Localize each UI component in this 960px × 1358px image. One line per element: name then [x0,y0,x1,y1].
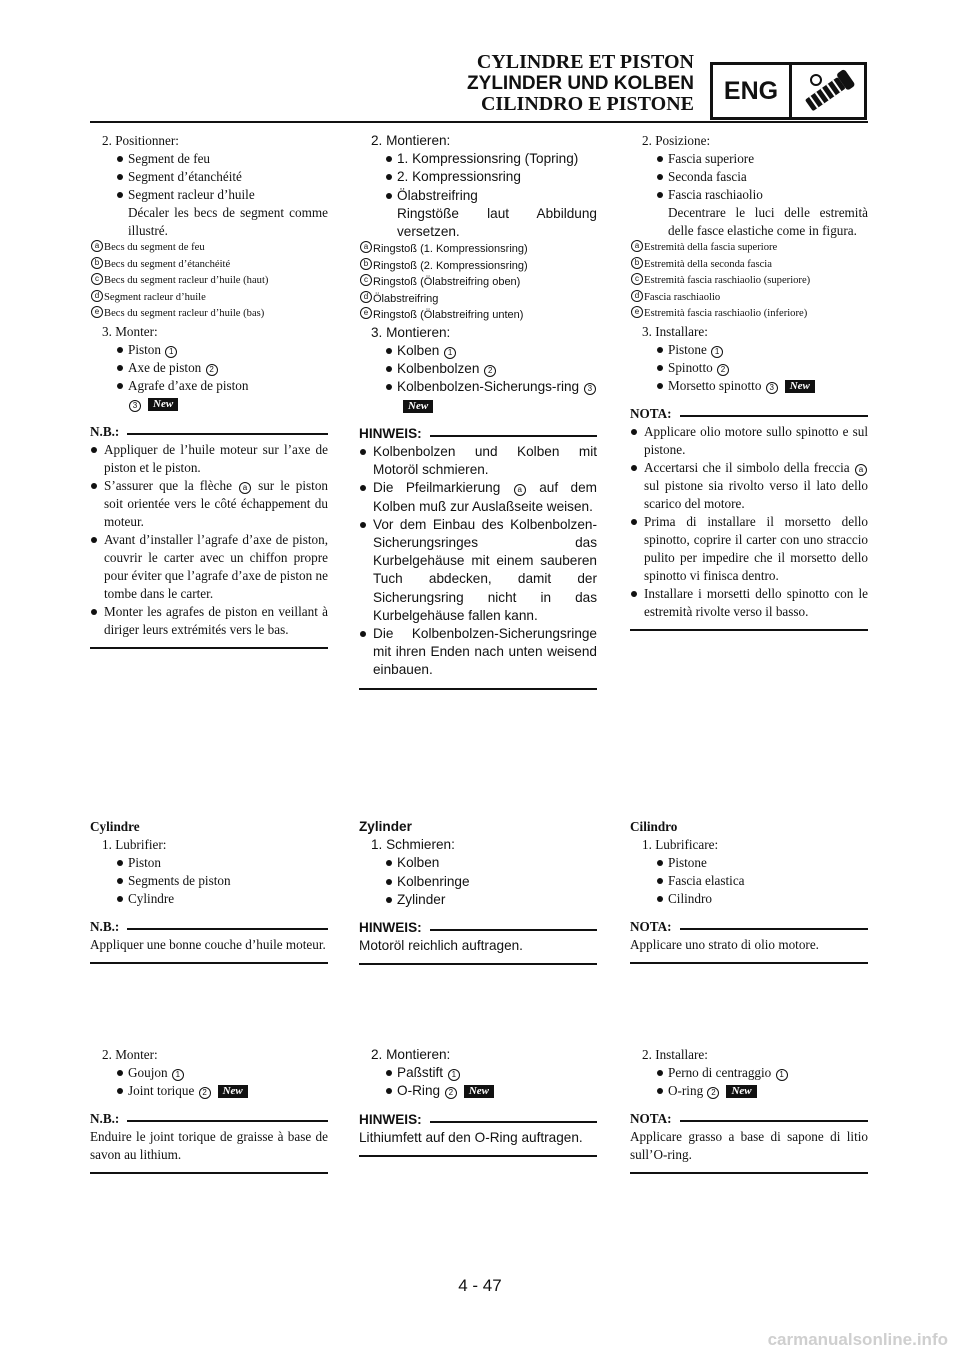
list-item: Kolbenbolzen-Sicherungs-ring 3New [359,378,597,414]
de-install-block [359,1046,597,1157]
eng-badge [710,62,867,120]
fr-step-2-text: Décaler les becs de segment comme illustré. [128,205,328,238]
note-end-rule [630,1172,868,1174]
it-cyl-step-1: 1. Lubrificare: [642,837,719,852]
list-item: Kolbenringe [359,873,597,891]
legend-item: b Estremità della seconda fascia [630,257,868,274]
de-cyl-step-1: 1. Schmieren: [371,837,455,853]
fr-step-2: 2. Positionner: [102,133,179,148]
note-item: Avant d’installer l’agrafe d’axe de piston, couvrir le carter avec un chiffon propre pour éviter que l’agrafe d’axe de piston ne tombe dans le carter. [90,531,328,603]
new-part-badge: New [218,1085,248,1098]
list-item: Pistone [630,854,868,872]
de-step-3: 3. Montieren: [371,324,451,340]
list-item: Perno di centraggio 1 [630,1064,868,1082]
fr-cyl-step-1: 1. Lubrifier: [102,837,167,852]
title-fr: CYLINDRE ET PISTON [476,51,694,73]
legend-item: d Segment racleur d’huile [90,290,328,307]
list-item: Fascia superiore [630,150,868,168]
legend-item: c Estremità fascia raschiaolio (superiore) [630,273,868,290]
legend-item: e Becs du segment racleur d’huile (bas) [90,306,328,323]
note-header: NOTA: [630,918,868,936]
legend-item: a Becs du segment de feu [90,240,328,257]
list-item: 1. Kompressionsring (Topring) [359,150,597,168]
note-end-rule [359,963,597,965]
list-item: Segment de feu [90,150,328,168]
list-item: Morsetto spinotto 3 New [630,377,868,395]
note-header: N.B.: [90,423,328,441]
it-cylinder-block [630,818,868,964]
list-item: Spinotto 2 [630,359,868,377]
list-item: Segment racleur d’huile [90,186,328,204]
note-item: Applicare olio motore sullo spinotto e sul pistone. [630,423,868,459]
list-item: Seconda fascia [630,168,868,186]
note-text: Enduire le joint torique de graisse à base de savon au lithium. [90,1129,328,1162]
note-header: HINWEIS: [359,425,597,443]
note-item: Kolbenbolzen und Kolben mit Motoröl schmieren. [359,443,597,479]
legend-item: d Ölabstreifring [359,291,597,308]
legend-item: c Becs du segment racleur d’huile (haut) [90,273,328,290]
new-part-badge: New [148,398,178,411]
list-item: Kolben 1 [359,342,597,360]
fr-piston-block [90,132,328,649]
it-install-block [630,1046,868,1174]
note-item: S’assurer que la flèche a sur le piston soit orientée vers le côté échappement du moteur. [90,477,328,531]
note-header: NOTA: [630,405,868,423]
list-item: O-ring 2 New [630,1082,868,1100]
list-item: Joint torique 2 New [90,1082,328,1100]
note-text: Appliquer une bonne couche d’huile moteur. [90,937,326,952]
list-item: O-Ring 2 New [359,1082,597,1100]
de-piston-block [359,132,597,690]
de-step-2: 2. Montieren: [371,133,451,148]
note-header: N.B.: [90,918,328,936]
note-end-rule [90,1172,328,1174]
list-item: Kolben [359,854,597,872]
fr-cyl-step-2: 2. Monter: [102,1047,158,1062]
list-item: Paßstift 1 [359,1064,597,1082]
section-title: Cilindro [630,819,678,834]
legend-item: e Estremità fascia raschiaolio (inferiore) [630,306,868,323]
note-header: HINWEIS: [359,919,597,937]
note-end-rule [630,962,868,964]
it-step-3: 3. Installare: [642,323,708,339]
list-item: Fascia elastica [630,872,868,890]
list-item: 2. Kompressionsring [359,168,597,186]
list-item: Cylindre [90,890,328,908]
list-item: Pistone 1 [630,341,868,359]
fr-cylinder-block [90,818,328,964]
list-item: Agrafe d’axe de piston 3 New [90,377,328,413]
list-item: Segments de piston [90,872,328,890]
engine-wrench-icon [792,65,864,117]
note-item: Installare i morsetti dello spinotto con le estremità rivolte verso il basso. [630,585,868,621]
de-step-2-text: Ringstöße laut Abbildung versetzen. [397,205,597,240]
new-part-badge: New [785,380,815,393]
note-item: Accertarsi che il simbolo della freccia a sul pistone sia rivolto verso il lato dello scarico del motore. [630,459,868,513]
note-item: Monter les agrafes de piston en veillant à diriger leurs extrémités vers le bas. [90,603,328,639]
it-cyl-step-2: 2. Installare: [642,1047,708,1062]
header-rule [90,121,868,123]
legend-item: d Fascia raschiaolio [630,290,868,307]
note-end-rule [359,1155,597,1157]
eng-label: ENG [713,65,792,117]
note-item: Appliquer de l’huile moteur sur l’axe de piston et le piston. [90,441,328,477]
new-part-badge: New [464,1085,494,1098]
list-item: Kolbenbolzen 2 [359,360,597,378]
list-item: Segment d’étanchéité [90,168,328,186]
fr-install-block [90,1046,328,1174]
legend-item: b Ringstoß (2. Kompressionsring) [359,258,597,275]
section-title: Cylindre [90,819,140,834]
note-header: N.B.: [90,1110,328,1128]
title-de: ZYLINDER UND KOLBEN [467,73,694,94]
de-cyl-step-2: 2. Montieren: [371,1047,451,1062]
it-step-2-text: Decentrare le luci delle estremità delle fasce elastiche come in figura. [668,205,868,238]
it-step-2: 2. Posizione: [642,133,711,148]
note-text: Applicare grasso a base di sapone di litio sull’O-ring. [630,1129,868,1162]
legend-item: e Ringstoß (Ölabstreifring unten) [359,307,597,324]
page-number: 4 - 47 [458,1276,502,1295]
list-item: Axe de piston 2 [90,359,328,377]
list-item: Cilindro [630,890,868,908]
de-cylinder-block [359,818,597,965]
note-end-rule [90,647,328,649]
list-item: Fascia raschiaolio [630,186,868,204]
legend-item: b Becs du segment d’étanchéité [90,257,328,274]
note-end-rule [359,688,597,690]
legend-item: c Ringstoß (Ölabstreifring oben) [359,274,597,291]
note-header: NOTA: [630,1110,868,1128]
note-text: Applicare uno strato di olio motore. [630,937,819,952]
note-text: Motoröl reichlich auftragen. [359,938,523,954]
watermark: carmanualsonline.info [767,1330,948,1349]
note-header: HINWEIS: [359,1111,597,1129]
section-header [467,52,694,115]
note-end-rule [630,629,868,631]
list-item: Zylinder [359,891,597,909]
list-item: Goujon 1 [90,1064,328,1082]
list-item: Piston [90,854,328,872]
title-it: CILINDRO E PISTONE [480,93,694,115]
section-title: Zylinder [359,819,412,834]
note-item: Die Kolbenbolzen-Sicherungsringe mit ihren Enden nach unten weisend einbauen. [359,625,597,680]
new-part-badge: New [403,400,433,413]
list-item: Ölabstreifring [359,187,597,205]
note-item: Prima di installare il morsetto dello spinotto, coprire il carter con uno straccio pulito per impedire che il morsetto dello spinotto vi finisca dentro. [630,513,868,585]
note-item: Die Pfeilmarkierung a auf dem Kolben muß zur Auslaßseite weisen. [359,479,597,515]
fr-step-3: 3. Monter: [102,323,158,339]
note-item: Vor dem Einbau des Kolbenbolzen-Sicherungsringes das Kurbelgehäuse mit einem sauberen Tuch abdecken, damit der Sicherungsring nicht in das Kurbelgehäuse fallen kann. [359,516,597,625]
note-text: Lithiumfett auf den O-Ring auftragen. [359,1129,583,1145]
new-part-badge: New [726,1085,756,1098]
legend-item: a Estremità della fascia superiore [630,240,868,257]
legend-item: a Ringstoß (1. Kompressionsring) [359,241,597,258]
list-item: Piston 1 [90,341,328,359]
note-end-rule [90,962,328,964]
it-piston-block [630,132,868,631]
